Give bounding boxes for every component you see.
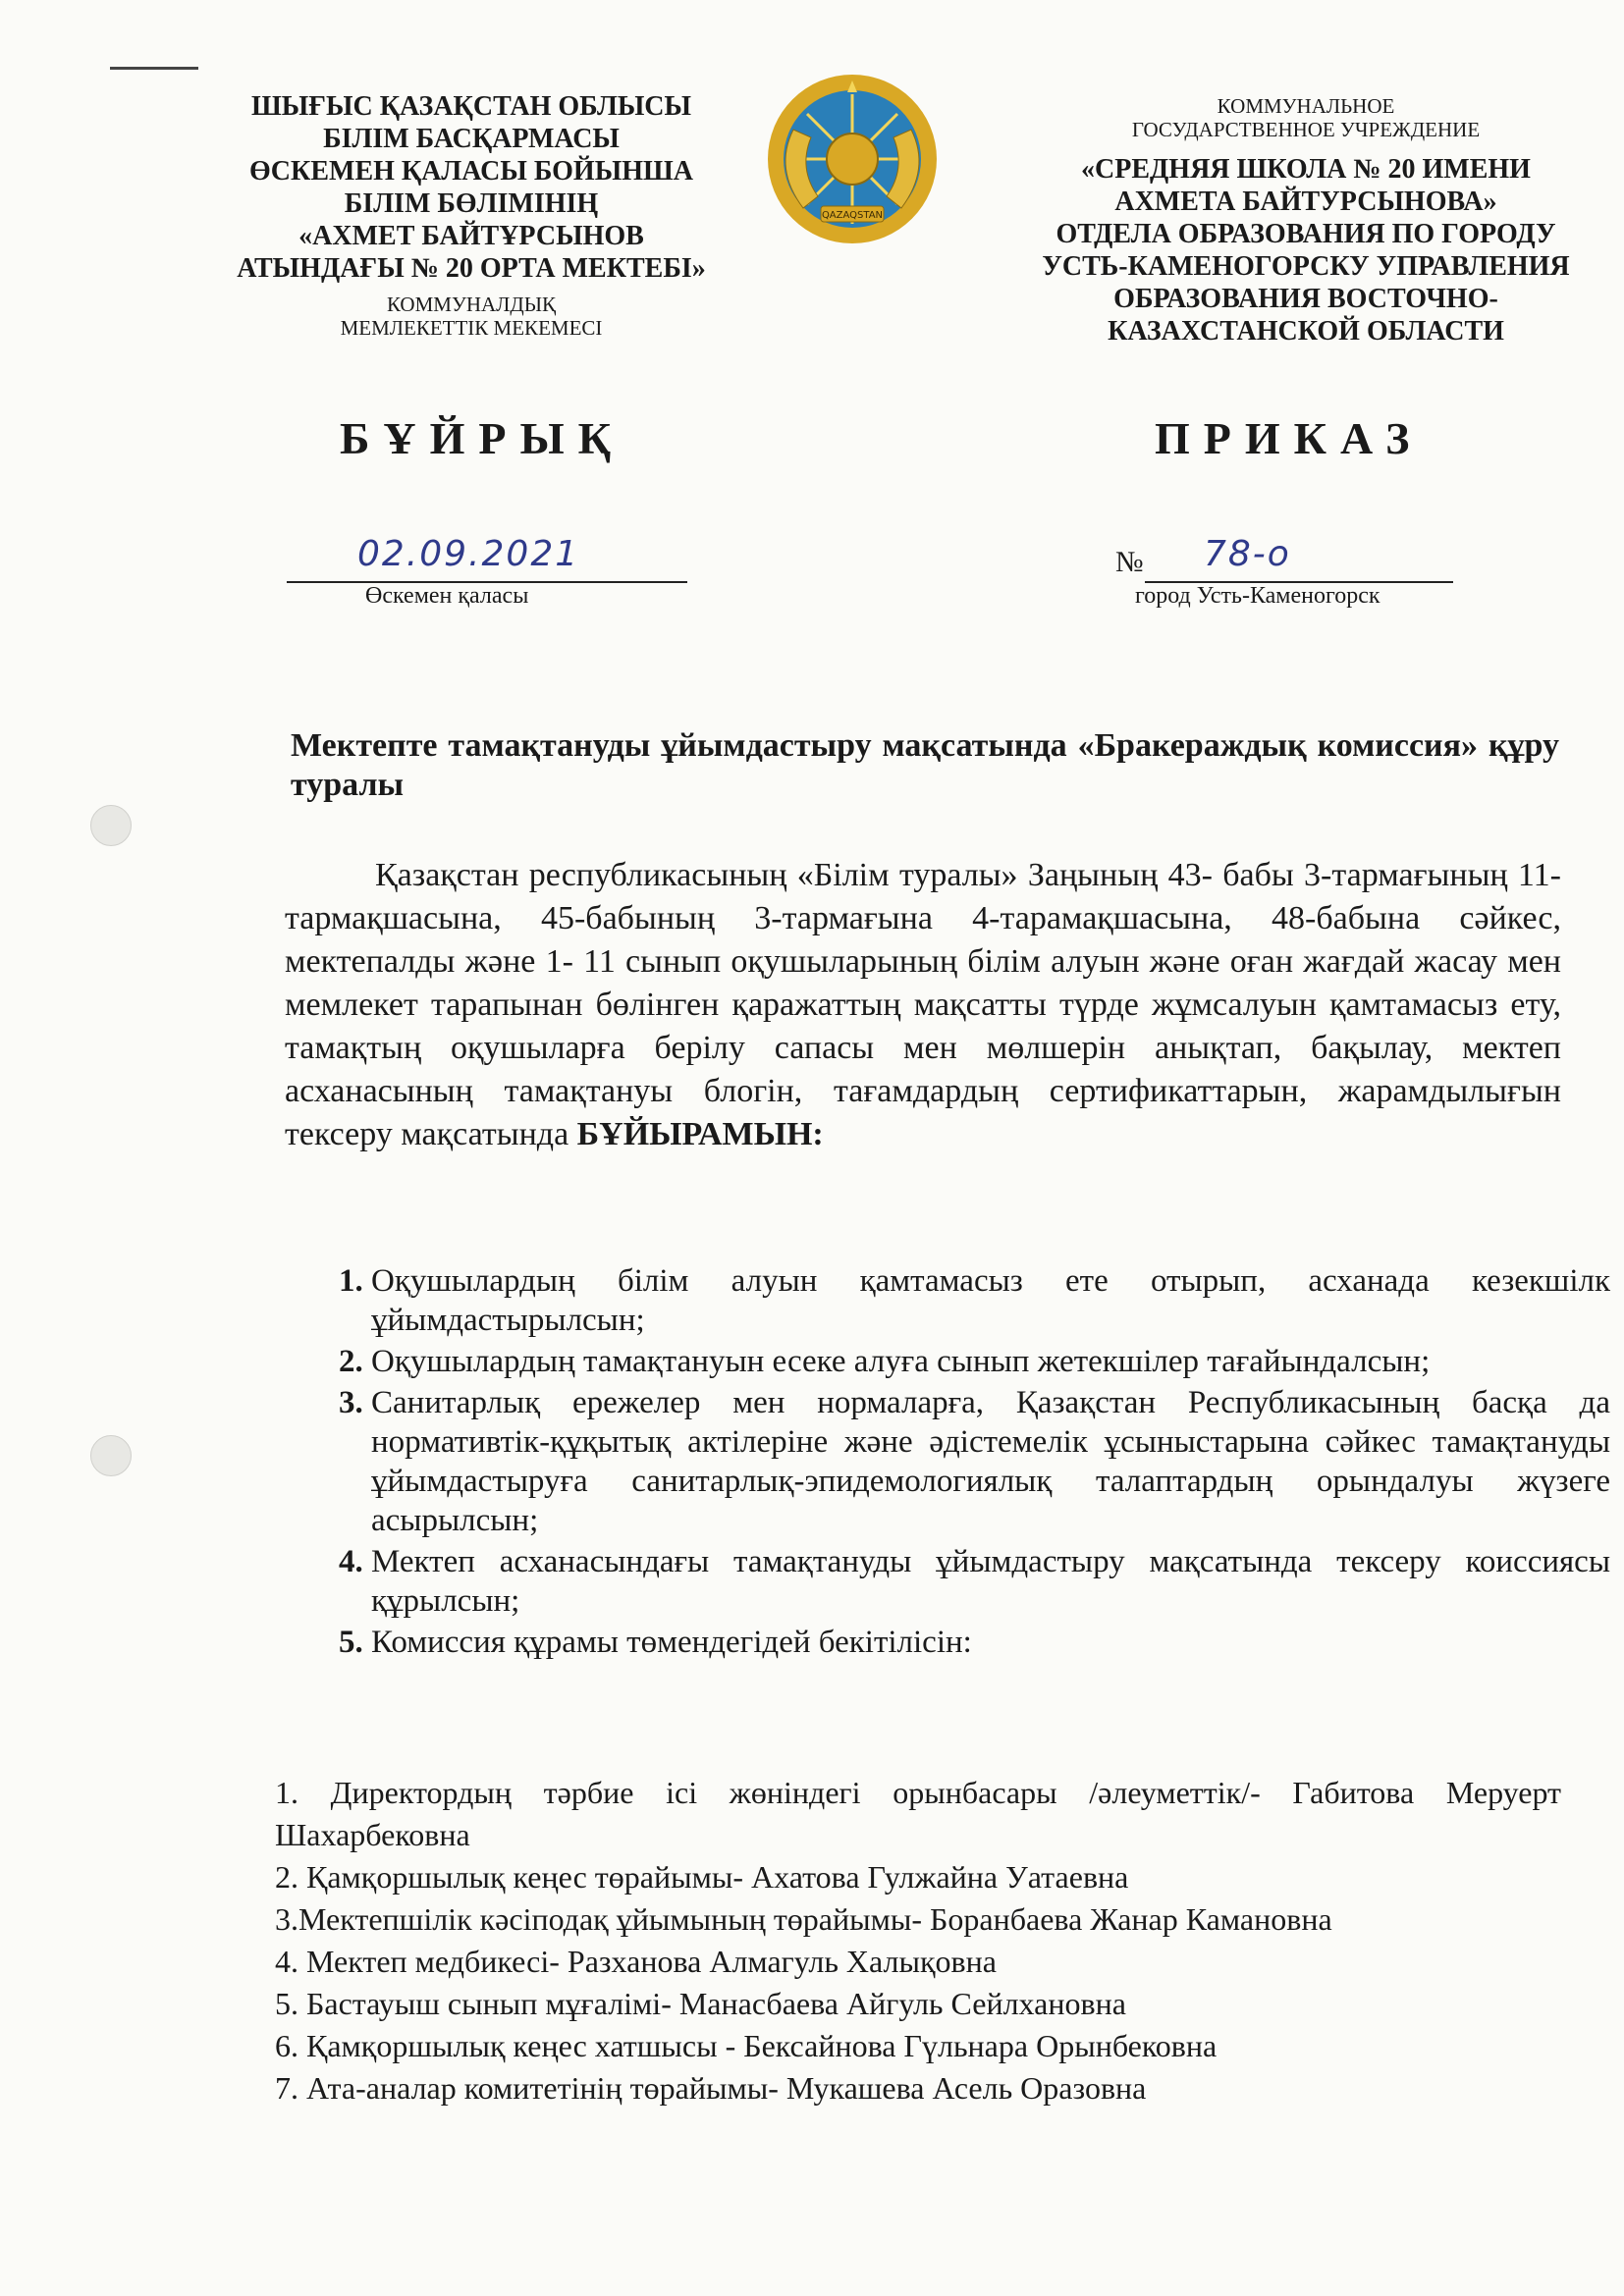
member-item: 2. Қамқоршылық кеңес төрайымы- Ахатова Гулжайна Уатаевна [275,1859,1129,1895]
header-russian [1001,94,1610,347]
header-line: ОБРАЗОВАНИЯ ВОСТОЧНО- [1113,284,1498,314]
body-text: Қазақстан республикасының «Білім туралы» Заңының 43- бабы 3-тармағының 11-тармақшасына, 45-бабының 3-тармағына 4-тарамақшасына, 48-бабына сәйкес, мектепалды және 1- 11 сынып оқушыларының білім алуын және оған жағдай жасау мен мемлекет тарапынан бөлінген қаражаттың мақсатты түрде жұмсалуын қамтамасыз ету, тамақтың оқушыларға берілу сапасы мен мөлшерін анықтап, бақылау, мектеп асханасының тамақтануы блогін, тағамдардың сертификаттарын, жарамдылығын тексеру мақсатында [285,857,1561,1152]
list-item: 2. Оқушылардың тамақтануын есеке алуға сынып жетекшілер тағайындалсын; [371,1342,1610,1381]
city-ru: город Усть-Каменогорск [1135,583,1380,609]
header-line: «АХМЕТ БАЙТҰРСЫНОВ [298,221,644,251]
order-title-kz: БҰЙРЫҚ [340,413,625,463]
member-item: 6. Қамқоршылық кеңес хатшысы - Бексайнова Гүльнара Орынбековна [275,2028,1218,2063]
header-subtitle [196,293,746,340]
commission-members [275,1772,1561,2109]
number-field [1145,530,1453,583]
handwritten-number: 78-о [1204,534,1291,574]
document-title: Мектепте тамақтануды ұйымдастыру мақсатында «Бракераждық комиссия» құру туралы [291,727,1559,803]
number-prefix: № [1115,546,1144,578]
header-line: «СРЕДНЯЯ ШКОЛА № 20 ИМЕНИ [1081,154,1531,185]
header-line: КАЗАХСТАНСКОЙ ОБЛАСТИ [1108,316,1504,347]
header-line: БІЛІМ БӨЛІМІНІҢ [344,188,599,219]
order-title-ru: ПРИКАЗ [1155,413,1424,463]
header-kazakh [196,90,746,340]
list-item: 5. Комиссия құрамы төмендегідей бекітілісін: [371,1623,1610,1662]
header-sub-line: КОММУНАЛДЫҚ [386,293,557,316]
header-sub-line: КОММУНАЛЬНОЕ [1217,94,1395,118]
header-line: ӨСКЕМЕН ҚАЛАСЫ БОЙЫНША [249,156,693,187]
city-kz: Өскемен қаласы [365,583,529,609]
member-item: 4. Мектеп медбикесі- Разханова Алмагуль Халықовна [275,1944,997,1979]
member-item: 3.Мектепшілік кәсіподақ ұйымының төрайымы- Боранбаева Жанар Камановна [275,1901,1332,1937]
header-line: ШЫҒЫС ҚАЗАҚСТАН ОБЛЫСЫ [250,91,692,122]
kazakhstan-emblem-icon [764,71,941,247]
member-item: 5. Бастауыш сынып мұғалімі- Манасбаева Айгуль Сейлхановна [275,1986,1126,2021]
body-emphasis: БҰЙЫРАМЫН: [576,1116,824,1152]
body-paragraph [285,854,1561,1156]
punch-hole [90,1435,132,1476]
header-sub-line: ГОСУДАРСТВЕННОЕ УЧРЕЖДЕНИЕ [1131,118,1481,141]
header-line: БІЛІМ БАСҚАРМАСЫ [323,124,620,154]
scan-mark [110,67,198,70]
header-subtitle [1001,94,1610,141]
list-item: 3. Санитарлық ережелер мен нормаларға, Қазақстан Республикасының басқа да нормативтік-құқытық актілеріне және әдістемелік ұсыныстарына сәйкес тамақтануды ұйымдастыруға санитарлық-эпидемологиялық талаптардың орындалуы жүзеге асырылсын; [371,1383,1610,1540]
header-line: АТЫНДАҒЫ № 20 ОРТА МЕКТЕБІ» [237,253,706,284]
header-sub-line: МЕМЛЕКЕТТІК МЕКЕМЕСІ [340,316,603,340]
order-items-list [324,1261,1610,1664]
header-line: ОТДЕЛА ОБРАЗОВАНИЯ ПО ГОРОДУ [1056,219,1556,249]
header-line: АХМЕТА БАЙТУРСЫНОВА» [1114,187,1497,217]
date-field [287,530,687,583]
punch-hole [90,805,132,846]
emblem-text: QAZAQSTAN [821,210,884,221]
member-item: 1. Директордың тәрбие ісі жөніндегі орынбасары /әлеуметтік/- Габитова Меруерт Шахарбековна [275,1775,1561,1852]
list-item: 4. Мектеп асханасындағы тамақтануды ұйымдастыру мақсатында тексеру коиссиясы құрылсын; [371,1542,1610,1621]
list-item: 1. Оқушылардың білім алуын қамтамасыз ете отырып, асханада кезекшілк ұйымдастырылсын; [371,1261,1610,1340]
handwritten-date: 02.09.2021 [357,534,580,574]
header-line: УСТЬ-КАМЕНОГОРСКУ УПРАВЛЕНИЯ [1042,251,1570,282]
member-item: 7. Ата-аналар комитетінің төрайымы- Мукашева Асель Оразовна [275,2070,1147,2106]
